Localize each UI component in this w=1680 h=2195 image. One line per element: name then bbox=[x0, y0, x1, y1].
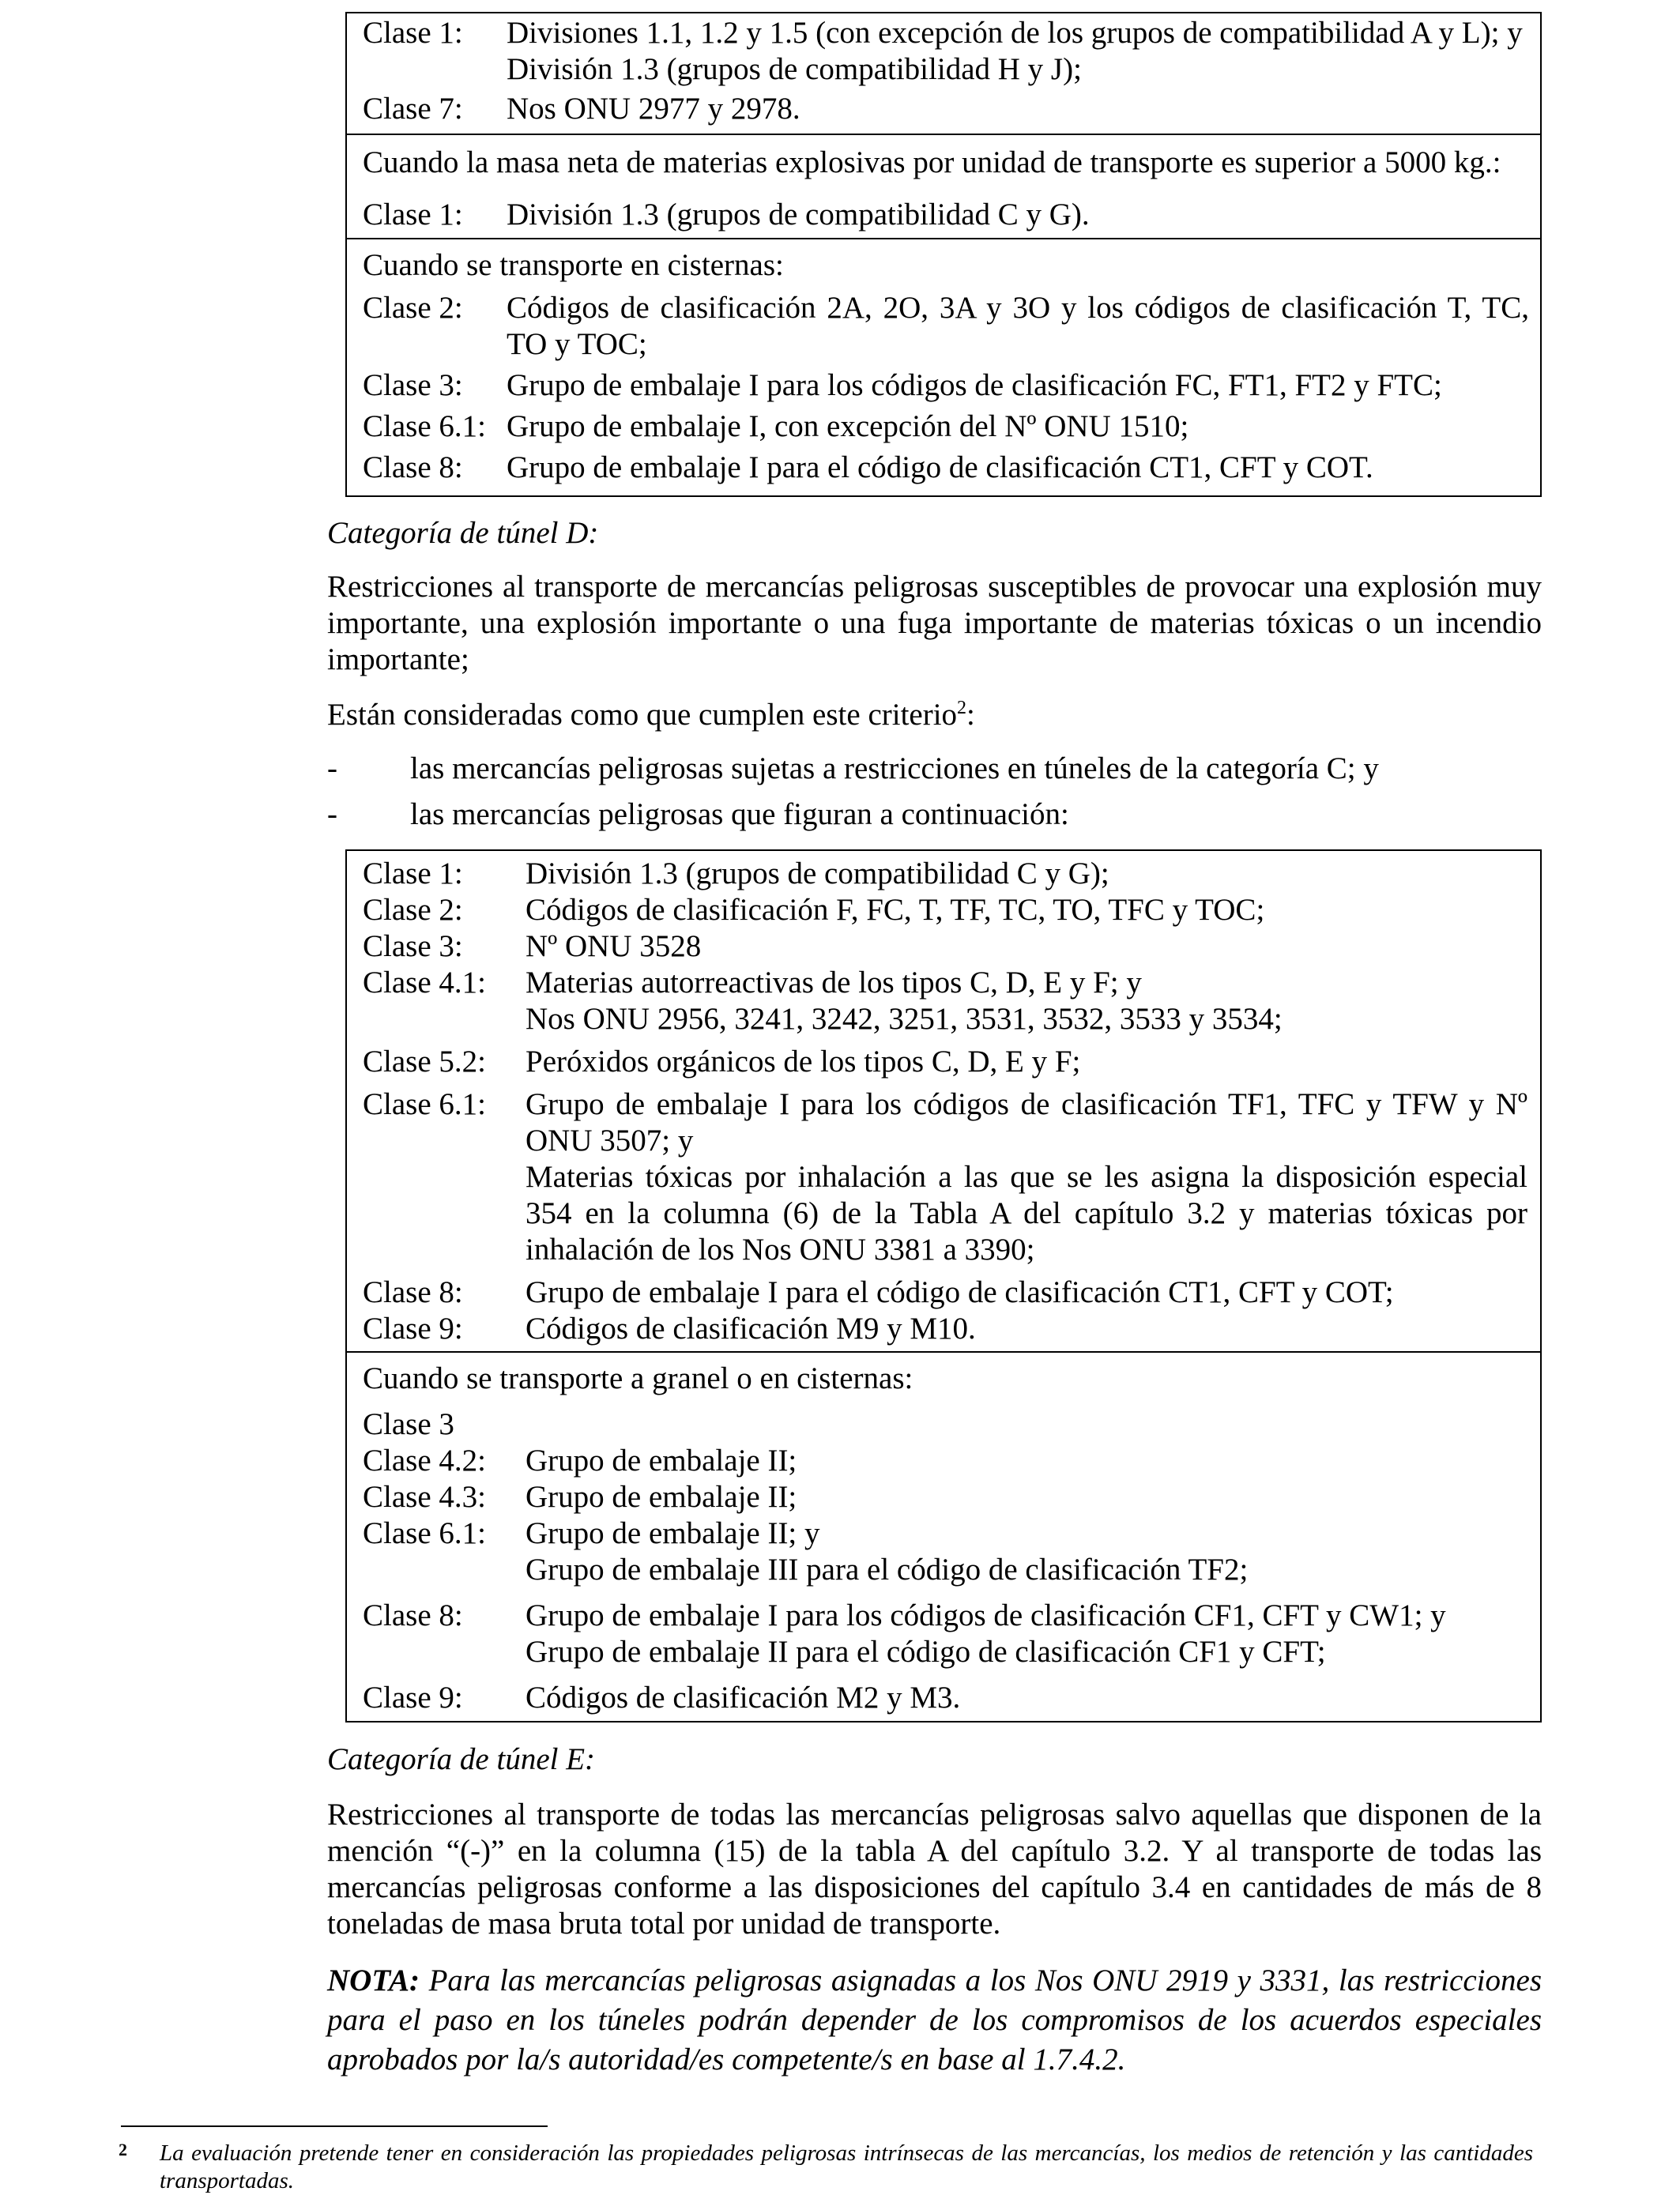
section-heading: Cuando se transporte a granel o en cisternas: bbox=[363, 1361, 913, 1395]
class-label: Clase 2: bbox=[363, 291, 463, 325]
class-text: Grupo de embalaje I, con excepción del Nº ONU 1510; bbox=[507, 409, 1189, 443]
class-text: División 1.3 (grupos de compatibilidad C y G). bbox=[507, 198, 1090, 232]
class-text: Códigos de clasificación 2A, 2O, 3A y 3O y los códigos de clasificación T, TC, TO y TOC; bbox=[507, 291, 1529, 361]
table-row bbox=[363, 197, 1529, 233]
class-text: Códigos de clasificación M9 y M10. bbox=[525, 1312, 976, 1346]
section-heading: Cuando se transporte en cisternas: bbox=[363, 248, 784, 282]
footnote-text: La evaluación pretende tener en consideración las propiedades peligrosas intrínsecas de las mercancías, los medios de retención y las cantidades transportadas. bbox=[160, 2140, 1533, 2193]
class-text: Nº ONU 3528 bbox=[525, 929, 702, 963]
class-label: Clase 5.2: bbox=[363, 1045, 486, 1079]
note-text: Para las mercancías peligrosas asignadas a los Nos ONU 2919 y 3331, las restricciones para el paso en los túneles podrán depender de los compromisos de los acuerdos especiales aprobados por la/s autoridad/es competente/s en base al 1.7.4.2. bbox=[327, 1963, 1542, 2076]
table-box-1 bbox=[345, 12, 1542, 497]
class-label: Clase 8: bbox=[363, 1275, 463, 1309]
class-label: Clase 1: bbox=[363, 198, 463, 232]
box2-section-2 bbox=[347, 1351, 1540, 1716]
bullet-dash: - bbox=[327, 797, 337, 831]
category-e-title: Categoría de túnel E: bbox=[327, 1742, 596, 1776]
class-text: Grupo de embalaje II; y bbox=[525, 1516, 820, 1550]
box1-section-2 bbox=[347, 134, 1540, 238]
class-text: Grupo de embalaje II para el código de clasificación CF1 y CFT; bbox=[525, 1635, 1326, 1669]
bullet-text: las mercancías peligrosas sujetas a restricciones en túneles de la categoría C; y bbox=[410, 751, 1379, 785]
note-label: NOTA: bbox=[327, 1963, 420, 1997]
class-label: Clase 4.1: bbox=[363, 966, 486, 1000]
table-row bbox=[363, 91, 1529, 127]
table-row bbox=[363, 1598, 1527, 1670]
class-text-group bbox=[525, 1598, 1527, 1670]
table-row bbox=[363, 928, 1527, 965]
table-row bbox=[363, 1479, 1527, 1515]
class-text: Códigos de clasificación M2 y M3. bbox=[525, 1681, 961, 1715]
table-row bbox=[363, 965, 1527, 1037]
class-label: Clase 4.3: bbox=[363, 1480, 486, 1514]
table-row bbox=[363, 1443, 1527, 1479]
table-row bbox=[363, 1515, 1527, 1588]
criterion-line bbox=[327, 697, 975, 733]
class-label: Clase 9: bbox=[363, 1312, 463, 1346]
table-row bbox=[363, 1044, 1527, 1080]
note-paragraph bbox=[327, 1961, 1542, 2080]
table-row bbox=[363, 1086, 1527, 1268]
class-text-group bbox=[525, 1515, 1527, 1588]
class-label: Clase 3: bbox=[363, 368, 463, 402]
class-text: Peróxidos orgánicos de los tipos C, D, E y F; bbox=[525, 1045, 1081, 1079]
box2-section-1 bbox=[347, 851, 1540, 1351]
bullet-text: las mercancías peligrosas que figuran a continuación: bbox=[410, 797, 1069, 831]
table-row bbox=[363, 892, 1527, 928]
class-text: Grupo de embalaje I para el código de clasificación CT1, CFT y COT; bbox=[525, 1275, 1394, 1309]
class-text: Grupo de embalaje I para los códigos de clasificación CF1, CFT y CW1; y bbox=[525, 1598, 1446, 1632]
class-text bbox=[525, 1406, 1527, 1443]
box1-section-1 bbox=[347, 13, 1540, 134]
table-row bbox=[363, 1406, 1527, 1443]
class-text-group bbox=[525, 965, 1527, 1037]
class-label: Clase 2: bbox=[363, 893, 463, 927]
list-item bbox=[327, 796, 1542, 833]
footnote-divider bbox=[121, 2125, 548, 2127]
class-text-group bbox=[525, 1086, 1527, 1268]
class-label: Clase 8: bbox=[363, 450, 463, 484]
box1-section-3 bbox=[347, 238, 1540, 489]
table-row bbox=[363, 290, 1529, 363]
table-row bbox=[363, 367, 1529, 404]
table-row bbox=[363, 1311, 1527, 1347]
table-row bbox=[363, 409, 1529, 445]
class-text: Divisiones 1.1, 1.2 y 1.5 (con excepción de los grupos de compatibilidad A y L); y División 1.3 (grupos de compatibilidad H y J); bbox=[507, 16, 1523, 86]
class-text: Grupo de embalaje III para el código de clasificación TF2; bbox=[525, 1553, 1249, 1587]
class-label: Clase 4.2: bbox=[363, 1444, 486, 1478]
criterion-text: Están consideradas como que cumplen este criterio bbox=[327, 698, 958, 732]
class-text: Códigos de clasificación F, FC, T, TF, TC, TO, TFC y TOC; bbox=[525, 893, 1265, 927]
category-d-title: Categoría de túnel D: bbox=[327, 516, 599, 550]
class-text: Materias tóxicas por inhalación a las que se les asigna la disposición especial 354 en la columna (6) de la Tabla A del capítulo 3.2 y materias tóxicas por inhalación de los Nos ONU 3381 a 3390; bbox=[525, 1160, 1527, 1267]
footnote bbox=[119, 2140, 1533, 2195]
criterion-colon: : bbox=[966, 698, 975, 732]
class-text: Grupo de embalaje I para el código de clasificación CT1, CFT y COT. bbox=[507, 450, 1373, 484]
class-text: Grupo de embalaje II; bbox=[525, 1444, 797, 1478]
class-text: División 1.3 (grupos de compatibilidad C y G); bbox=[525, 857, 1109, 890]
footnote-ref: 2 bbox=[957, 698, 967, 718]
category-e-paragraph: Restricciones al transporte de todas las mercancías peligrosas salvo aquellas que disponen de la mención “(-)” en la columna (15) de la tabla A del capítulo 3.2. Y al transporte de todas las mercancías peligrosas conforme a las disposiciones del capítulo 3.4 en cantidades de más de 8 toneladas de masa bruta total por unidad de transporte. bbox=[327, 1798, 1542, 1941]
section-heading: Cuando la masa neta de materias explosivas por unidad de transporte es superior a 5000 kg.: bbox=[363, 145, 1501, 179]
bullet-dash: - bbox=[327, 751, 337, 785]
class-label: Clase 8: bbox=[363, 1598, 463, 1632]
class-text: Grupo de embalaje I para los códigos de clasificación FC, FT1, FT2 y FTC; bbox=[507, 368, 1442, 402]
class-label: Clase 1: bbox=[363, 16, 463, 50]
category-d-paragraph: Restricciones al transporte de mercancías peligrosas susceptibles de provocar una explosión muy importante, una explosión importante o una fuga importante de materias tóxicas o un incendio importante; bbox=[327, 570, 1542, 676]
table-row bbox=[363, 450, 1529, 486]
table-row bbox=[363, 1680, 1527, 1716]
class-label: Clase 6.1: bbox=[363, 409, 486, 443]
table-row bbox=[363, 1274, 1527, 1311]
table-box-2 bbox=[345, 849, 1542, 1722]
class-text: Grupo de embalaje I para los códigos de clasificación TF1, TFC y TFW y Nº ONU 3507; y bbox=[525, 1087, 1527, 1158]
table-row bbox=[363, 15, 1529, 88]
class-text: Materias autorreactivas de los tipos C, D, E y F; y bbox=[525, 966, 1142, 1000]
class-label: Clase 3: bbox=[363, 929, 463, 963]
class-label: Clase 3 bbox=[363, 1407, 454, 1441]
class-text: Nos ONU 2956, 3241, 3242, 3251, 3531, 3532, 3533 y 3534; bbox=[525, 1002, 1283, 1036]
class-label: Clase 9: bbox=[363, 1681, 463, 1715]
class-text: Nos ONU 2977 y 2978. bbox=[507, 92, 800, 126]
class-text: Grupo de embalaje II; bbox=[525, 1480, 797, 1514]
footnote-number: 2 bbox=[119, 2140, 127, 2159]
list-item bbox=[327, 751, 1542, 787]
class-label: Clase 7: bbox=[363, 92, 463, 126]
class-label: Clase 6.1: bbox=[363, 1516, 486, 1550]
class-label: Clase 1: bbox=[363, 857, 463, 890]
table-row bbox=[363, 856, 1527, 892]
class-label: Clase 6.1: bbox=[363, 1087, 486, 1121]
